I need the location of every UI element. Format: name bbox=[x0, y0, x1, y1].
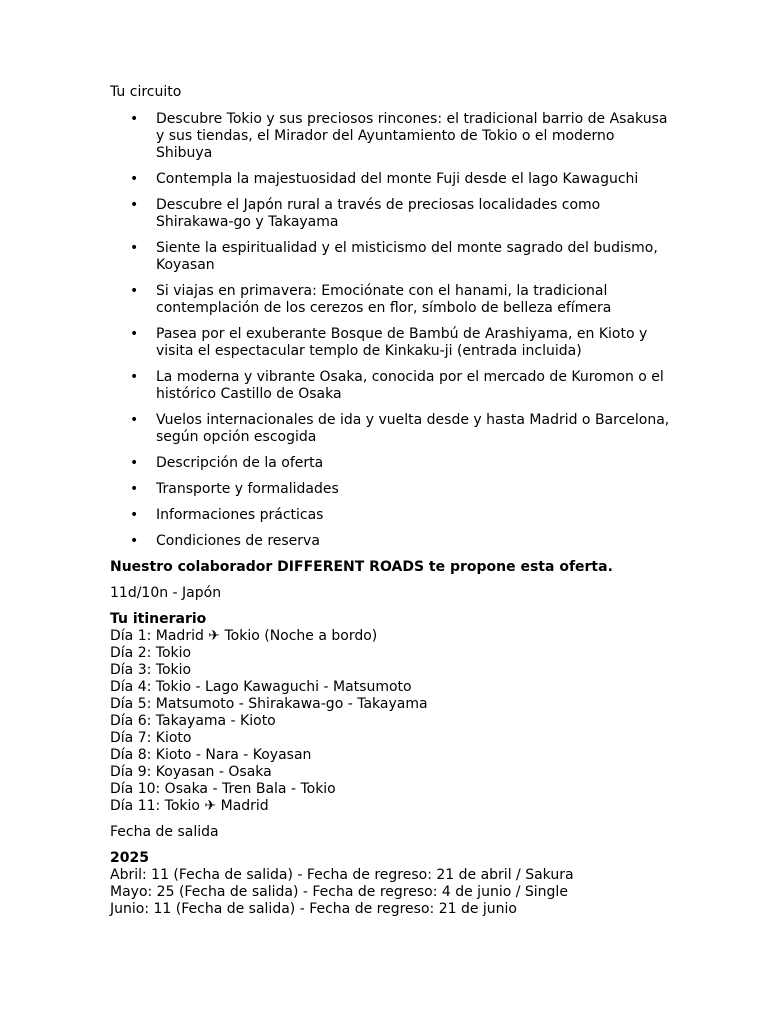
highlight-item: • Vuelos internacionales de ida y vuelta desde y hasta Madrid o Barcelona, según opción escogida bbox=[110, 412, 670, 446]
highlight-item: • Si viajas en primavera: Emociónate con el hanami, la tradicional contemplación de los cerezos en flor, símbolo de belleza efímera bbox=[110, 283, 670, 317]
highlight-item: • Contempla la majestuosidad del monte Fuji desde el lago Kawaguchi bbox=[110, 171, 670, 188]
itinerary-day: Día 3: Tokio bbox=[110, 662, 192, 678]
highlight-item: • Pasea por el exuberante Bosque de Bambú de Arashiyama, en Kioto y visita el espectacular templo de Kinkaku-ji (entrada incluida) bbox=[110, 326, 670, 360]
itinerary-day: Día 5: Matsumoto - Shirakawa-go - Takayama bbox=[110, 696, 428, 712]
highlight-item: • Descubre Tokio y sus preciosos rincones: el tradicional barrio de Asakusa y sus tiendas, el Mirador del Ayuntamiento de Tokio o el moderno Shibuya bbox=[110, 111, 670, 162]
highlight-item: • Transporte y formalidades bbox=[110, 481, 670, 498]
departure-date: Mayo: 25 (Fecha de salida) - Fecha de regreso: 4 de junio / Single bbox=[110, 884, 568, 900]
departure-date: Abril: 11 (Fecha de salida) - Fecha de regreso: 21 de abril / Sakura bbox=[110, 867, 574, 883]
departure-date: Junio: 11 (Fecha de salida) - Fecha de regreso: 21 de junio bbox=[110, 901, 517, 917]
itinerary-title: Tu itinerario bbox=[110, 611, 207, 627]
departure-year: 2025 bbox=[110, 850, 149, 866]
highlight-item: • Descubre el Japón rural a través de preciosas localidades como Shirakawa-go y Takayama bbox=[110, 197, 670, 231]
itinerary-list bbox=[110, 628, 670, 815]
circuit-label: Tu circuito bbox=[110, 84, 182, 100]
document-page bbox=[110, 84, 670, 918]
highlight-item: • Informaciones prácticas bbox=[110, 507, 670, 524]
itinerary-day: Día 9: Koyasan - Osaka bbox=[110, 764, 272, 780]
itinerary-day: Día 7: Kioto bbox=[110, 730, 192, 746]
highlight-item: • Descripción de la oferta bbox=[110, 455, 670, 472]
partner-line: Nuestro colaborador DIFFERENT ROADS te propone esta oferta. bbox=[110, 559, 613, 575]
trip-duration: 11d/10n - Japón bbox=[110, 585, 222, 601]
itinerary-day: Día 8: Kioto - Nara - Koyasan bbox=[110, 747, 312, 763]
itinerary-day: Día 10: Osaka - Tren Bala - Tokio bbox=[110, 781, 336, 797]
highlight-item: • La moderna y vibrante Osaka, conocida por el mercado de Kuromon o el histórico Castillo de Osaka bbox=[110, 369, 670, 403]
highlight-item: • Siente la espiritualidad y el misticismo del monte sagrado del budismo, Koyasan bbox=[110, 240, 670, 274]
itinerary-day: Día 6: Takayama - Kioto bbox=[110, 713, 276, 729]
itinerary-day: Día 1: Madrid ✈ Tokio (Noche a bordo) bbox=[110, 628, 378, 644]
departure-dates-list bbox=[110, 867, 670, 918]
itinerary-day: Día 4: Tokio - Lago Kawaguchi - Matsumoto bbox=[110, 679, 412, 695]
highlights-list bbox=[110, 111, 670, 550]
itinerary-day: Día 2: Tokio bbox=[110, 645, 192, 661]
highlight-item: • Condiciones de reserva bbox=[110, 533, 670, 550]
itinerary-day: Día 11: Tokio ✈ Madrid bbox=[110, 798, 269, 814]
departure-label: Fecha de salida bbox=[110, 824, 219, 840]
